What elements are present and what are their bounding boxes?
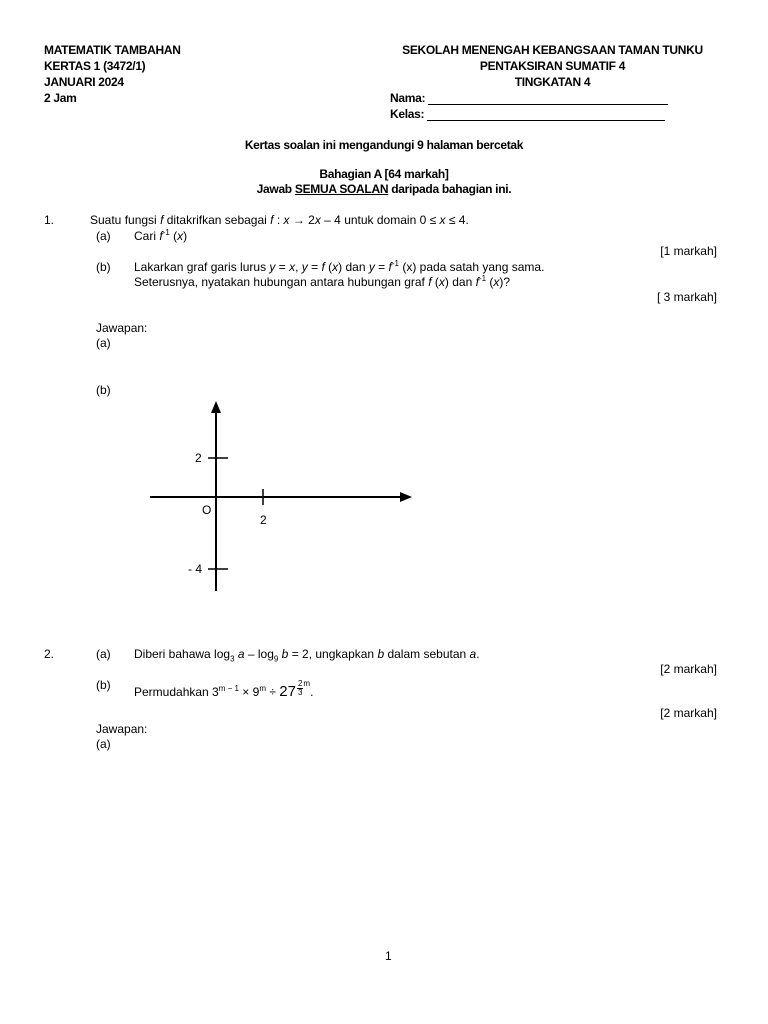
- assessment-name: PENTAKSIRAN SUMATIF 4: [479, 59, 626, 73]
- q1b-text-line2: Seterusnya, nyatakan hubungan antara hubungan graf f (x) dan $f^{-1}$ (x)?: [134, 274, 511, 289]
- q2a-label: (a): [96, 647, 111, 661]
- y-axis-arrowhead: [211, 401, 221, 413]
- q2a-marks: [2 markah]: [660, 662, 717, 676]
- school-name: SEKOLAH MENENGAH KEBANGSAAN TAMAN TUNKU: [402, 43, 703, 57]
- q1a-label: (a): [96, 229, 111, 243]
- name-field: [390, 91, 668, 105]
- q1a-text: Cari $f^{-1}$ (x): [134, 228, 188, 243]
- q1-graph-axes: [140, 395, 430, 600]
- class-label: Kelas:: [390, 107, 425, 121]
- pages-note: Kertas soalan ini mengandungi 9 halaman bercetak: [244, 138, 524, 152]
- y-tick-label-neg4: - 4: [188, 562, 203, 576]
- q2b-text: Permudahkan $3^{m - 1} \times 9^m \div 27$ $\frac{2}{3}$ $^m$.: [134, 679, 314, 700]
- q1-answer-b-label: (b): [96, 383, 111, 397]
- fraction-exponent: $\frac{2}{3}$: [297, 679, 303, 697]
- q2-number: 2.: [44, 647, 55, 661]
- q1b-text-line1: Lakarkan graf garis lurus y = x, y = f (x) dan $y = f^{-1}$ (x) pada satah yang sama.: [134, 259, 545, 274]
- q1b-marks: [ 3 markah]: [656, 290, 717, 304]
- exam-duration: 2 Jam: [44, 91, 77, 105]
- name-line: [428, 92, 668, 105]
- q2b-marks: [2 markah]: [660, 706, 717, 720]
- x-axis-arrowhead: [400, 492, 412, 502]
- section-instruction: Jawab SEMUA SOALAN daripada bahagian ini.: [256, 182, 512, 196]
- q1a-marks: [1 markah]: [660, 244, 717, 258]
- q1b-label: (b): [96, 260, 111, 274]
- y-tick-label-2: 2: [195, 451, 202, 465]
- origin-label: O: [202, 503, 212, 517]
- class-field: [390, 107, 665, 121]
- section-title: Bahagian A [64 markah]: [319, 167, 449, 181]
- q1-answer-a-label: (a): [96, 336, 111, 350]
- q1-answer-label: Jawapan:: [96, 321, 148, 335]
- q2-answer-label: Jawapan:: [96, 722, 148, 736]
- class-line: [427, 108, 665, 121]
- q2b-label: (b): [96, 678, 111, 692]
- page-number: 1: [385, 949, 392, 963]
- paper-code: KERTAS 1 (3472/1): [44, 59, 146, 73]
- q2a-text: Diberi bahawa $\log_3 a - \log_9 b = 2$, ungkapkan b dalam sebutan a.: [134, 647, 480, 664]
- q1-number: 1.: [44, 213, 55, 227]
- subject-title: MATEMATIK TAMBAHAN: [44, 43, 181, 57]
- q2-answer-a-label: (a): [96, 737, 111, 751]
- q1-stem: Suatu fungsi f ditakrifkan sebagai f : x → 2x – 4 untuk domain 0 ≤ x ≤ 4.: [90, 213, 469, 227]
- name-label: Nama:: [390, 91, 426, 105]
- x-tick-label-2: 2: [260, 513, 267, 527]
- form-level: TINGKATAN 4: [514, 75, 591, 89]
- exam-date: JANUARI 2024: [44, 75, 124, 89]
- instruction-emphasis: SEMUA SOALAN: [294, 182, 389, 196]
